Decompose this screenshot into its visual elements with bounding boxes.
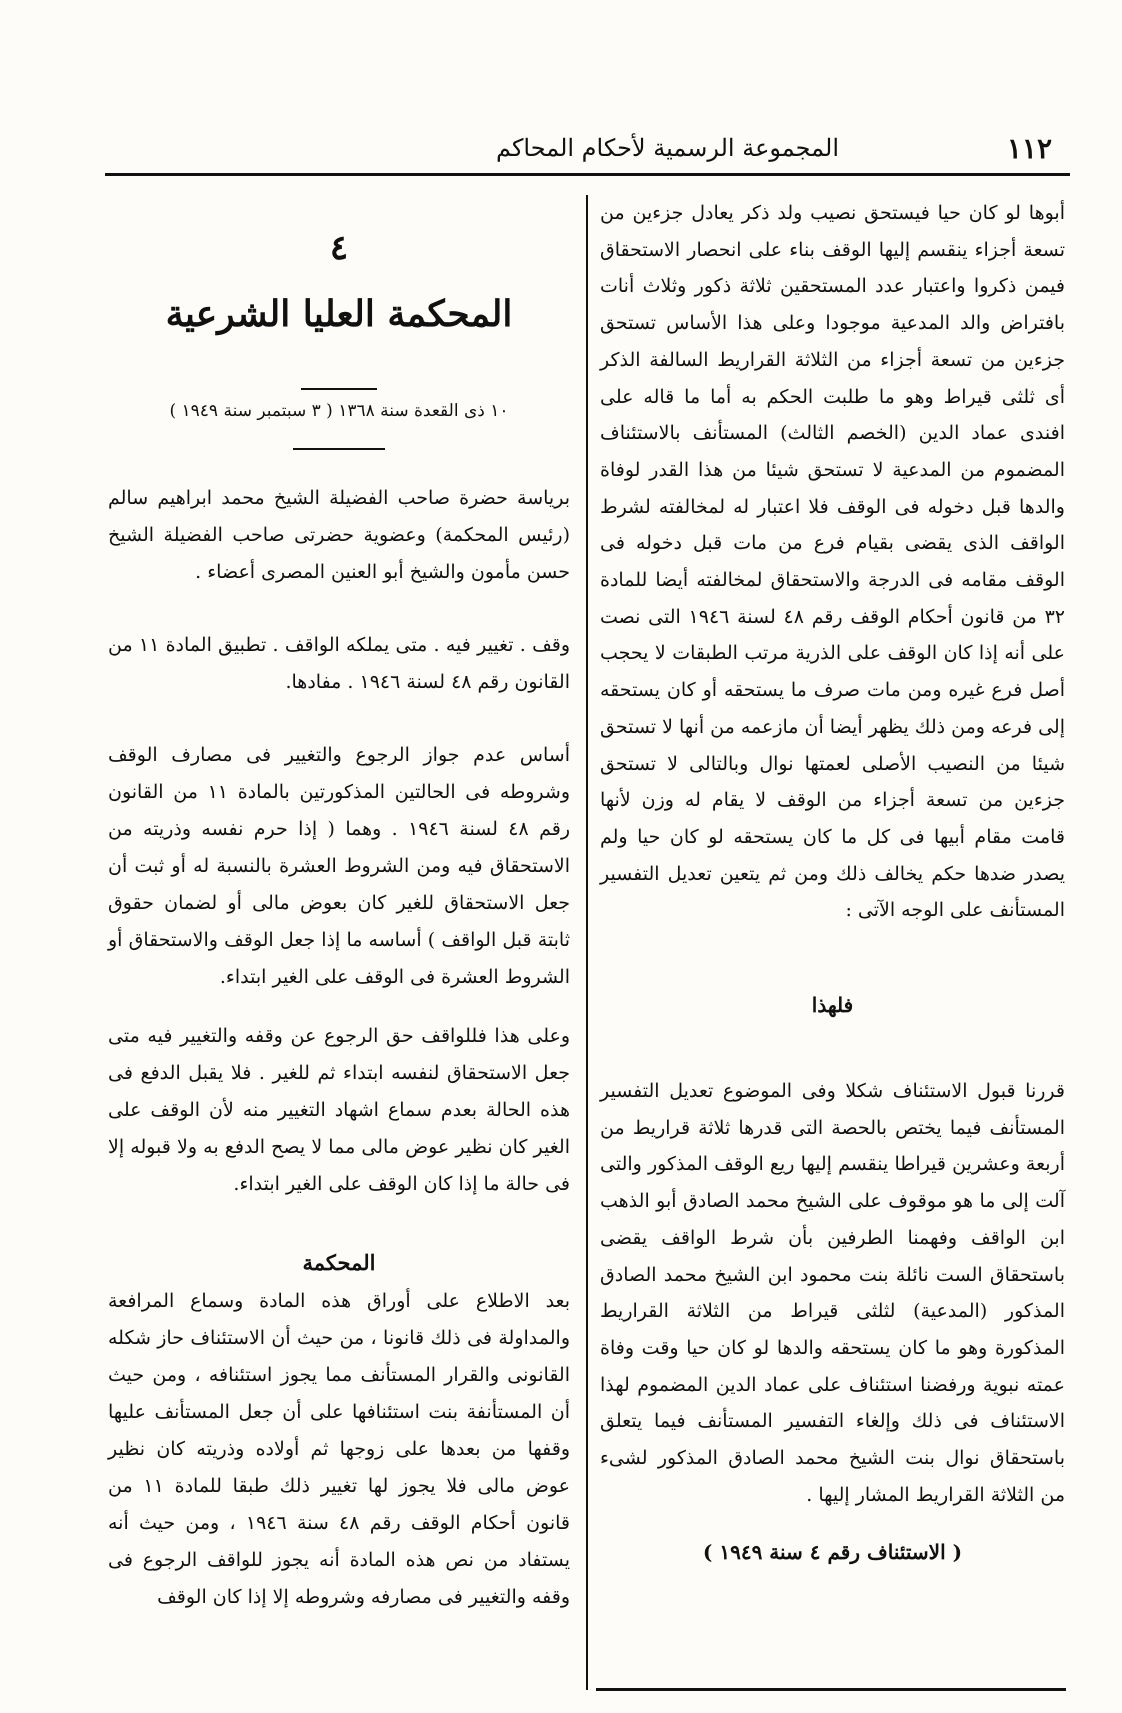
running-title: المجموعة الرسمية لأحكام المحاكم xyxy=(495,134,840,162)
decision-date: ١٠ ذى القعدة سنة ١٣٦٨ ( ٣ سبتمبر سنة ١٩٤٩ ) xyxy=(169,401,509,421)
footer-rule xyxy=(596,1688,1066,1691)
legal-principle-1: أساس عدم جواز الرجوع والتغيير فى مصارف الوقف وشروطه فى الحالتين المذكورتين بالمادة ١١ من القانون رقم ٤٨ لسنة ١٩٤٦ . وهما ( إذا حرم نفسه وذريته من الاستحقاق فيه ومن الشروط العشرة بالنسبة له أو ثبت أن جعل الاستحقاق للغير كان بعوض مالى أو لضمان حقوق ثابتة قبل الواقف ) أساسه ما إذا جعل الوقف والاستحقاق أو الشروط العشرة فى الوقف على الغير ابتداء. xyxy=(108,744,570,988)
presidency-paragraph: برياسة حضرة صاحب الفضيلة الشيخ محمد ابراهيم سالم (رئيس المحكمة) وعضوية حضرتى صاحب الفضيلة الشيخ حسن مأمون والشيخ أبو العنين المصرى أعضاء . xyxy=(108,487,570,583)
column-divider xyxy=(586,195,588,1690)
divider-rule xyxy=(293,448,385,450)
left-column xyxy=(108,195,570,1616)
header-rule xyxy=(105,173,1070,176)
right-column xyxy=(600,195,1065,1570)
ruling-paragraph: قررنا قبول الاستئناف شكلا وفى الموضوع تعديل التفسير المستأنف فيما يختص بالحصة التى قدرها ثلاثة قراريط من أربعة وعشرين قيراطا ينقسم إليها ريع الوقف المذكور والتى آلت إلى ما هو موقوف على الشيخ محمد الصادق أبو الذهب ابن الواقف وفهمنا الطرفين بأن شرط الواقف يقضى باستحقاق الست نائلة بنت محمود ابن الشيخ محمد الصادق المذكور (المدعية) لثلثى قيراط من الثلاثة القراريط المذكورة وهو ما كان يستحقه والدها لو كان حيا وقت وفاة عمته نبوية ورفضنا استئناف على عماد الدين المضموم لهذا الاستئناف فى ذلك وإلغاء التفسير المستأنف فيما يتعلق باستحقاق نوال بنت الشيخ محمد الصادق المذكور لشىء من الثلاثة القراريط المشار إليها . xyxy=(600,1080,1065,1506)
case-number: ٤ xyxy=(329,228,349,268)
court-reasoning: بعد الاطلاع على أوراق هذه المادة وسماع المرافعة والمداولة فى ذلك قانونا ، من حيث أن الاستئناف حاز شكله القانونى والقرار المستأنف مما يجوز استئنافه ، ومن حيث أن المستأنفة بنت استئنافها على أن جعل المستأنف عليها وقفها من بعدها على زوجها ثم أولاده وذريته كان نظير عوض مالى فلا يجوز لها تغيير ذلك طبقا للمادة ١١ من قانون أحكام الوقف رقم ٤٨ سنة ١٩٤٦ ، ومن حيث أنه يستفاد من نص هذه المادة أنه يجوز للواقف الرجوع فى وقفه والتغيير فى مصارفه وشروطه إلا إذا كان الوقف xyxy=(108,1290,571,1608)
appeal-reference: ( الاستئناف رقم ٤ سنة ١٩٤٩ ) xyxy=(702,1539,963,1564)
judgment-heading: فلهذا xyxy=(811,993,854,1018)
reasoning-paragraph: أبوها لو كان حيا فيستحق نصيب ولد ذكر يعادل جزءين من تسعة أجزاء ينقسم إليها الوقف بناء على انحصار الاستحقاق فيمن ذكروا واعتبار عدد المستحقين ثلاثة ذكور وثلاث أنات بافتراض والد المدعية موجودا وعلى هذا الأساس تستحق جزءين من تسعة أجزاء من الثلاثة القراريط السالفة الذكر أى ثلثى قيراط وهو ما طلبت الحكم به أما ما قاله على افندى عماد الدين (الخصم الثالث) المستأنف بالاستئناف المضموم من المدعية لا تستحق شيئا من هذا القدر لوفاة والدها قبل دخوله فى الوقف فلا اعتبار له لمخالفته لشرط الواقف الذى يقضى بقيام فرع من مات قبل دخوله فى الوقف مقامه فى الدرجة والاستحقاق لمخالفته أيضا للمادة ٣٢ من قانون أحكام الوقف رقم ٤٨ لسنة ١٩٤٦ التى نصت على أنه إذا كان الوقف على الذرية مرتب الطبقات لا يحجب أصل فرع غيره ومن مات صرف ما يستحقه أو كان يستحقه إلى فرعه ومن ذلك يظهر أيضا أن مازعمه من أنها لا تستحق شيئا من النصيب الأصلى لعمتها نوال وبالتالى لا تستحق جزءين من تسعة أجزاء من الوقف لا يقام له وزن لأنها قامت مقام أبيها فى كل ما كان يستحقه لو كان حيا ولم يصدر ضدها حكم يخالف ذلك ومن ثم يتعين تعديل التفسير المستأنف على الوجه الآتى : xyxy=(599,202,1066,922)
court-name: المحكمة العليا الشرعية xyxy=(165,293,513,335)
legal-principle-2: وعلى هذا فللواقف حق الرجوع عن وقفه والتغيير فيه متى جعل الاستحقاق لنفسه ابتداء ثم للغير . فلا يقبل الدفع فى هذه الحالة بعدم سماع اشهاد التغيير منه لأن الوقف على الغير كان نظير عوض مالى مما لا يصح الدفع به ولا قبوله إلا فى حالة ما إذا كان الوقف على الغير ابتداء. xyxy=(108,1025,570,1195)
page-header xyxy=(105,128,1070,172)
headnote: وقف . تغيير فيه . متى يملكه الواقف . تطبيق المادة ١١ من القانون رقم ٤٨ لسنة ١٩٤٦ . مفادها. xyxy=(108,634,570,693)
divider-rule xyxy=(301,388,377,390)
page-number: ١١٢ xyxy=(1006,132,1052,165)
section-title: المحكمة xyxy=(302,1250,376,1275)
